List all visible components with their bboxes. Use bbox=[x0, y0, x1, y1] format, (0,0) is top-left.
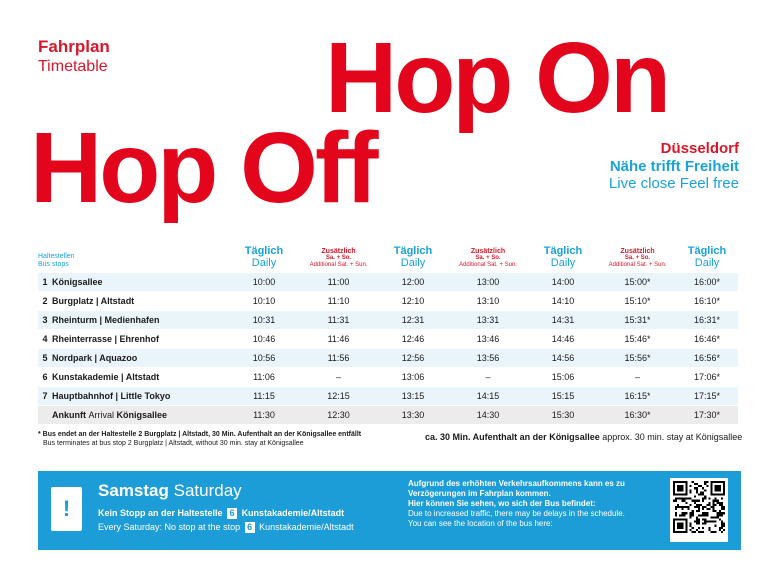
column-header-additional bbox=[599, 245, 676, 273]
arrival-time: 17:30* bbox=[676, 406, 738, 425]
arrival-time: 11:30 bbox=[228, 406, 300, 425]
departure-time: 12:46 bbox=[377, 330, 449, 349]
departure-time: 16:56* bbox=[676, 349, 738, 368]
stop-name: Rheinturm | Medienhafen bbox=[52, 311, 228, 330]
arrival-en: Arrival bbox=[88, 410, 115, 420]
departure-time: 15:10* bbox=[599, 292, 676, 311]
column-header-de: Täglich bbox=[244, 245, 284, 257]
exclamation-icon: ! bbox=[51, 487, 82, 531]
stop-name: Königsallee bbox=[52, 273, 228, 292]
departure-time: 17:06* bbox=[676, 368, 738, 387]
stop-number: 7 bbox=[38, 387, 52, 406]
saturday-line-de bbox=[98, 508, 344, 519]
saturday-line-en-post: Kunstakademie/Altstadt bbox=[259, 522, 354, 532]
column-header-de: Täglich bbox=[543, 245, 583, 257]
slogan-en: Live close Feel free bbox=[608, 175, 739, 192]
stop-number-badge: 6 bbox=[227, 508, 237, 519]
column-header-en: Additional Sat. + Sun. bbox=[309, 262, 368, 268]
stop-name: Kunstakademie | Altstadt bbox=[52, 368, 228, 387]
column-header-days: Sa. + So. bbox=[624, 255, 651, 261]
column-header-days: Sa. + So. bbox=[475, 255, 501, 261]
column-header-de: Zusätzlich bbox=[620, 248, 655, 255]
departure-time: 16:31* bbox=[676, 311, 738, 330]
departure-time: 13:46 bbox=[449, 330, 527, 349]
departure-time: 16:46* bbox=[676, 330, 738, 349]
saturday-line-en-pre: Every Saturday: No stop at the stop bbox=[98, 522, 241, 532]
arrival-stop: Königsallee bbox=[116, 410, 168, 420]
notice-en-2: You can see the location of the bus here: bbox=[408, 519, 553, 528]
arrival-time: 13:30 bbox=[377, 406, 449, 425]
departure-time: 12:15 bbox=[300, 387, 377, 406]
column-header-de: Täglich bbox=[393, 245, 433, 257]
title-fahrplan: Fahrplan bbox=[38, 37, 110, 56]
column-header-en: Daily bbox=[251, 257, 277, 269]
departure-time: 10:00 bbox=[228, 273, 300, 292]
column-header-de: Täglich bbox=[687, 245, 727, 257]
column-header-additional bbox=[449, 245, 527, 273]
table-row bbox=[38, 311, 738, 330]
column-header-additional bbox=[300, 245, 377, 273]
stop-name: Hauptbahnhof | Little Tokyo bbox=[52, 387, 228, 406]
footnote-de: * Bus endet an der Haltestelle 2 Burgplatz | Altstadt, 30 Min. Aufenthalt an der Königsallee entfällt bbox=[38, 431, 362, 438]
arrival-time: 12:30 bbox=[300, 406, 377, 425]
departure-time: 11:31 bbox=[300, 311, 377, 330]
stop-name: Rheinterrasse | Ehrenhof bbox=[52, 330, 228, 349]
stop-number-badge: 6 bbox=[245, 522, 255, 533]
footnote-en: Bus terminates at bus stop 2 Burgplatz | Altstadt, without 30 min. stay at Königsallee bbox=[43, 440, 304, 447]
column-header-en: Daily bbox=[550, 257, 576, 269]
stop-name: Nordpark | Aquazoo bbox=[52, 349, 228, 368]
departure-time: 13:00 bbox=[449, 273, 527, 292]
saturday-title-de: Samstag bbox=[98, 481, 169, 500]
arrival-de: Ankunft bbox=[52, 410, 86, 420]
column-header-daily bbox=[228, 245, 300, 273]
notice-de-1: Aufgrund des erhöhten Verkehrsaufkommens kann es zu bbox=[408, 479, 625, 488]
departure-time: 16:10* bbox=[676, 292, 738, 311]
departure-time: 12:56 bbox=[377, 349, 449, 368]
stay-note-de: ca. 30 Min. Aufenthalt an der Königsallee bbox=[425, 432, 600, 442]
departure-time: 14:10 bbox=[527, 292, 599, 311]
qr-code-icon[interactable] bbox=[670, 478, 728, 542]
notice-en-1: Due to increased traffic, there may be delays in the schedule. bbox=[408, 509, 625, 518]
city-name: Düsseldorf bbox=[660, 140, 739, 157]
arrival-time: 15:30 bbox=[527, 406, 599, 425]
table-row bbox=[38, 330, 738, 349]
stops-header bbox=[38, 245, 228, 273]
saturday-info-box bbox=[38, 471, 741, 550]
departure-time: 13:06 bbox=[377, 368, 449, 387]
column-header-days: Sa. + So. bbox=[325, 255, 352, 261]
departure-time: 11:46 bbox=[300, 330, 377, 349]
arrival-spacer bbox=[38, 406, 52, 425]
table-row bbox=[38, 387, 738, 406]
departure-time: 14:15 bbox=[449, 387, 527, 406]
column-header-en: Daily bbox=[400, 257, 426, 269]
departure-time: 11:10 bbox=[300, 292, 377, 311]
departure-time: 11:00 bbox=[300, 273, 377, 292]
headline-hop-on: Hop On bbox=[325, 22, 669, 134]
stay-note-en: approx. 30 min. stay at Königsallee bbox=[602, 432, 743, 442]
stop-number: 2 bbox=[38, 292, 52, 311]
departure-time: 15:31* bbox=[599, 311, 676, 330]
table-row bbox=[38, 368, 738, 387]
table-body bbox=[38, 273, 738, 425]
table-row bbox=[38, 349, 738, 368]
departure-time: 10:31 bbox=[228, 311, 300, 330]
departure-time: 16:15* bbox=[599, 387, 676, 406]
departure-time: 16:00* bbox=[676, 273, 738, 292]
arrival-row bbox=[38, 406, 738, 425]
departure-time: 10:46 bbox=[228, 330, 300, 349]
departure-time: 14:56 bbox=[527, 349, 599, 368]
column-header-de: Zusätzlich bbox=[470, 248, 506, 255]
departure-time: 13:15 bbox=[377, 387, 449, 406]
column-header-daily bbox=[377, 245, 449, 273]
stop-name: Burgplatz | Altstadt bbox=[52, 292, 228, 311]
departure-time: 15:06 bbox=[527, 368, 599, 387]
departure-time: 13:31 bbox=[449, 311, 527, 330]
column-header-en: Additional Sat. + Sun. bbox=[608, 262, 667, 268]
departure-time: – bbox=[599, 368, 676, 387]
saturday-title-en: Saturday bbox=[173, 481, 242, 500]
arrival-time: 16:30* bbox=[599, 406, 676, 425]
column-header-de: Zusätzlich bbox=[321, 248, 356, 255]
departure-time: 14:31 bbox=[527, 311, 599, 330]
departure-time: 10:56 bbox=[228, 349, 300, 368]
notice-de-2: Verzögerungen im Fahrplan kommen. bbox=[408, 489, 551, 498]
departure-time: 15:15 bbox=[527, 387, 599, 406]
stop-number: 1 bbox=[38, 273, 52, 292]
column-header-en: Additional Sat. + Sun. bbox=[459, 262, 517, 268]
stop-number: 6 bbox=[38, 368, 52, 387]
stops-label-en: Bus stops bbox=[38, 261, 69, 268]
timetable bbox=[38, 245, 738, 425]
departure-time: 11:56 bbox=[300, 349, 377, 368]
title-timetable: Timetable bbox=[38, 58, 108, 75]
departure-time: 17:15* bbox=[676, 387, 738, 406]
departure-time: 13:10 bbox=[449, 292, 527, 311]
departure-time: 10:10 bbox=[228, 292, 300, 311]
stay-note bbox=[425, 432, 742, 442]
column-header-en: Daily bbox=[694, 257, 720, 269]
qr-code-graphic bbox=[673, 481, 725, 533]
stops-label-de: Haltestellen bbox=[38, 253, 75, 260]
departure-time: 15:46* bbox=[599, 330, 676, 349]
stop-number: 4 bbox=[38, 330, 52, 349]
column-header-daily bbox=[527, 245, 599, 273]
column-header-daily bbox=[676, 245, 738, 273]
departure-time: 15:56* bbox=[599, 349, 676, 368]
departure-time: – bbox=[300, 368, 377, 387]
departure-time: 12:00 bbox=[377, 273, 449, 292]
notice-de-3: Hier können Sie sehen, wo sich der Bus befindet: bbox=[408, 499, 596, 508]
table-row bbox=[38, 273, 738, 292]
departure-time: 11:15 bbox=[228, 387, 300, 406]
departure-time: – bbox=[449, 368, 527, 387]
table-row bbox=[38, 292, 738, 311]
stop-number: 3 bbox=[38, 311, 52, 330]
departure-time: 14:46 bbox=[527, 330, 599, 349]
saturday-line-en bbox=[98, 522, 354, 533]
arrival-time: 14:30 bbox=[449, 406, 527, 425]
saturday-line-de-pre: Kein Stopp an der Haltestelle bbox=[98, 508, 223, 518]
departure-time: 11:06 bbox=[228, 368, 300, 387]
headline-hop-off: Hop Off bbox=[30, 112, 376, 224]
stop-number: 5 bbox=[38, 349, 52, 368]
saturday-line-de-post: Kunstakademie/Altstadt bbox=[241, 508, 345, 518]
table-header bbox=[38, 245, 738, 273]
departure-time: 14:00 bbox=[527, 273, 599, 292]
departure-time: 15:00* bbox=[599, 273, 676, 292]
arrival-label bbox=[52, 406, 228, 425]
departure-time: 12:10 bbox=[377, 292, 449, 311]
traffic-notice bbox=[408, 479, 668, 529]
saturday-title bbox=[98, 481, 242, 501]
departure-time: 12:31 bbox=[377, 311, 449, 330]
slogan-de: Nähe trifft Freiheit bbox=[609, 158, 739, 175]
departure-time: 13:56 bbox=[449, 349, 527, 368]
